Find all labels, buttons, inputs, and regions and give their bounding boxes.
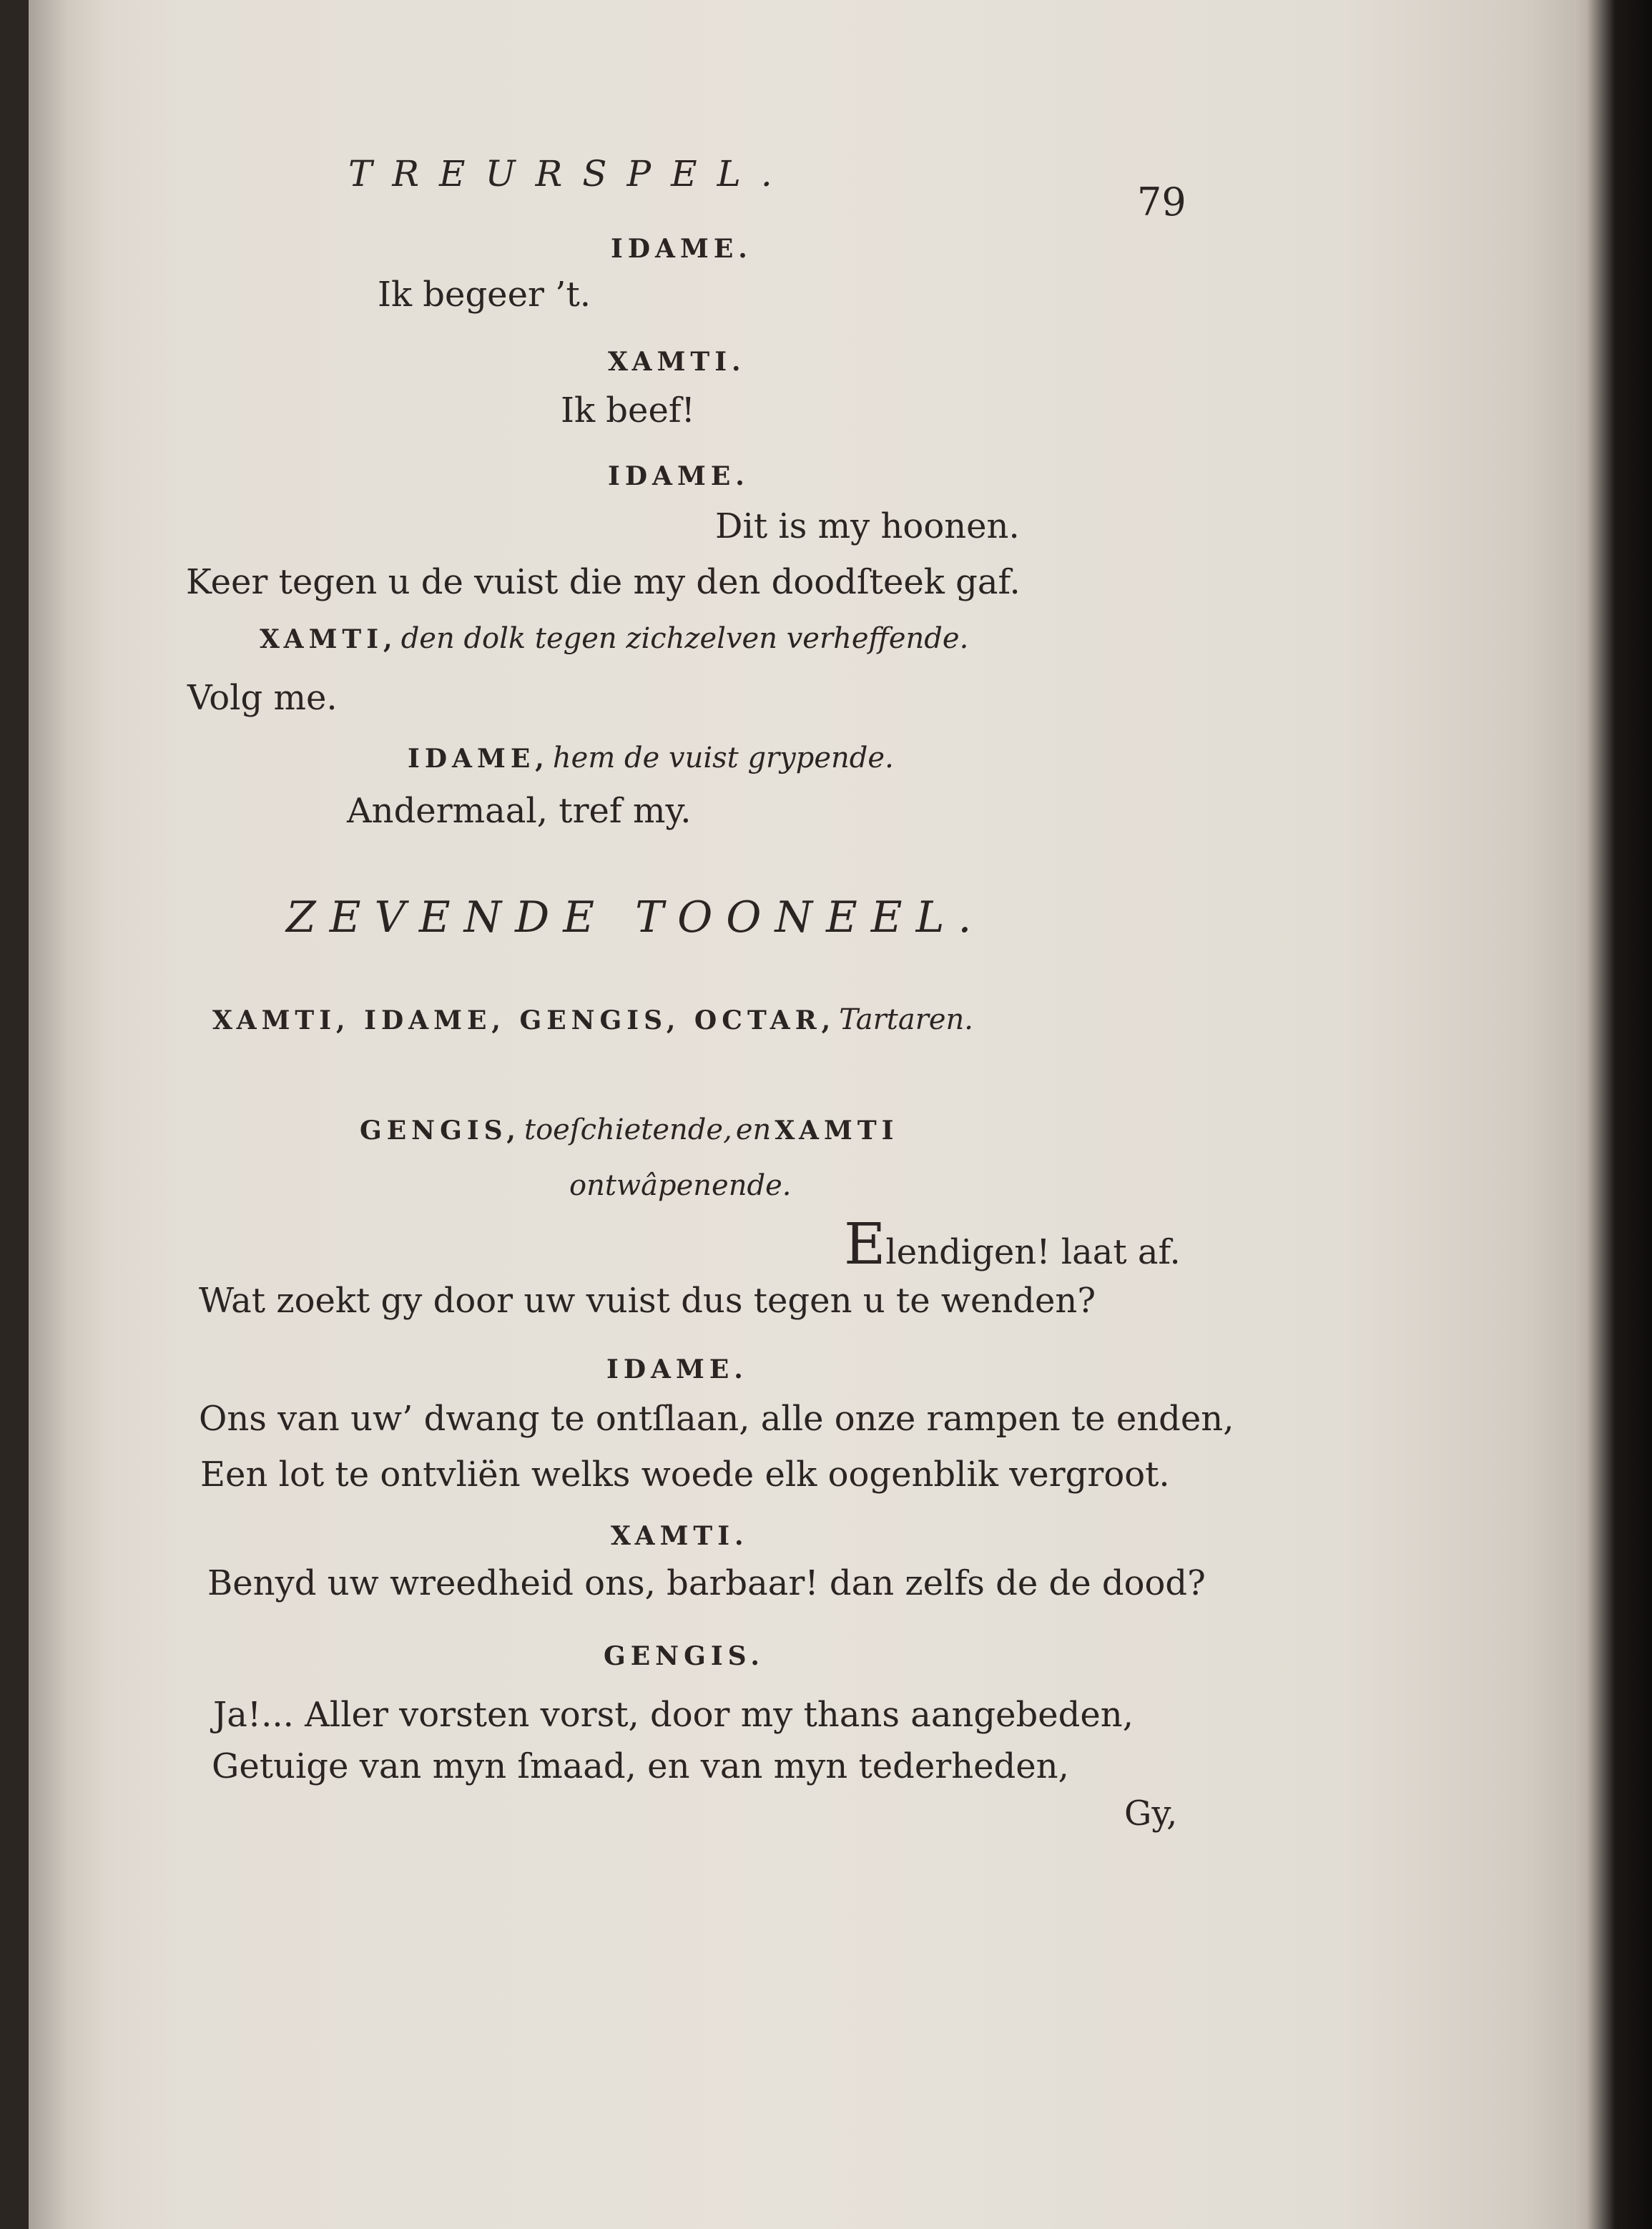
running-head: TREURSPEL.	[348, 153, 792, 195]
speaker-name-2: XAMTI	[775, 1116, 899, 1146]
page-gutter	[29, 0, 107, 2229]
catchword: Gy,	[1124, 1793, 1178, 1834]
page-number: 79	[1137, 179, 1186, 225]
speaker-name: IDAME,	[408, 744, 549, 774]
stage-direction-conj: en	[735, 1113, 772, 1146]
book-page	[29, 0, 1573, 2229]
verse-line-7	[844, 1211, 1181, 1277]
verse-line-10: Een lot te ontvliën welks woede elk oogenblik vergroot.	[200, 1455, 1170, 1495]
speaker-idame-direction	[408, 744, 894, 772]
verse-line-6: Andermaal, tref my.	[347, 791, 692, 831]
stage-direction: toeſchietende,	[524, 1113, 732, 1146]
verse-line-3: Dit is my hoonen.	[715, 506, 1020, 546]
drop-cap: E	[844, 1211, 886, 1277]
speaker-name: XAMTI,	[260, 624, 398, 654]
verse-line-8: Wat zoekt gy door uw vuist dus tegen u te wenden?	[199, 1281, 1096, 1321]
cast-names: XAMTI, IDAME, GENGIS, OCTAR,	[212, 1005, 836, 1035]
speaker-idame-2: IDAME.	[608, 461, 749, 491]
scene-heading: ZEVENDE TOONEEL.	[286, 892, 985, 943]
verse-line-11: Benyd uw wreedheid ons, barbaar! dan zelfs de de dood?	[207, 1563, 1206, 1603]
cast-list	[212, 1005, 973, 1034]
verse-line-9: Ons van uw’ dwang te ontſlaan, alle onze rampen te enden,	[199, 1399, 1234, 1439]
cast-extra: Tartaren.	[839, 1003, 973, 1036]
stage-direction-line: ontwâpenende.	[569, 1169, 792, 1202]
speaker-gengis-2: GENGIS.	[604, 1641, 764, 1671]
speaker-name: GENGIS,	[360, 1116, 521, 1146]
verse-line-4: Keer tegen u de vuist die my den doodſteek gaf.	[186, 562, 1021, 602]
speaker-idame-1: IDAME.	[611, 234, 752, 264]
verse-line-5: Volg me.	[187, 678, 338, 718]
speaker-xamti-1: XAMTI.	[608, 347, 746, 377]
verse-line-12: Ja!... Aller vorsten vorst, door my thans aangebeden,	[213, 1695, 1134, 1735]
verse-line-2: Ik beef!	[561, 390, 695, 430]
stage-direction: hem de vuist grypende.	[552, 742, 894, 774]
speaker-xamti-direction	[260, 624, 968, 653]
speaker-gengis-direction	[360, 1113, 899, 1146]
speaker-xamti-2: XAMTI.	[611, 1521, 749, 1551]
speaker-idame-3: IDAME.	[606, 1354, 748, 1384]
stage-direction: den dolk tegen zichzelven verheffende.	[400, 622, 969, 655]
verse-line-13: Getuige van myn ſmaad, en van myn tederheden,	[212, 1746, 1069, 1786]
verse-line-1: Ik begeer ’t.	[378, 275, 591, 315]
verse-text: lendigen! laat af.	[885, 1232, 1181, 1272]
